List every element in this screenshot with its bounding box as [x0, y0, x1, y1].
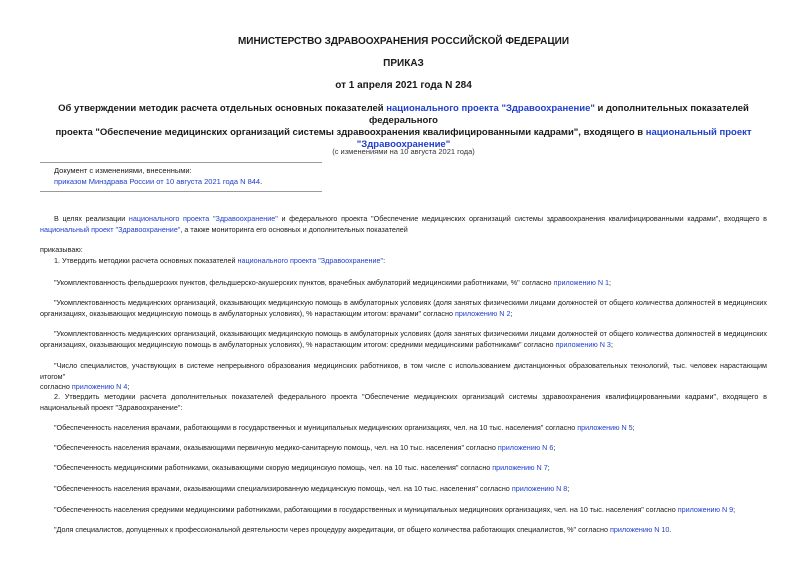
changes-note-end: . — [260, 177, 263, 186]
method-3-line-1: "Укомплектованность медицинских организаций, оказывающих медицинскую помощь в амбулаторных условиях (доля занятых физическими лицами должностей от общего количества должностей в медицинских — [54, 329, 767, 338]
changes-note-label: Документ с изменениями, внесенными: — [54, 166, 192, 175]
method-3-end: ; — [610, 339, 613, 349]
method-1-text: "Укомплектованность фельдшерских пунктов, фельдшерско-акушерских пунктов, врачебных амбулаторий медицинскими работниками, %" согласно — [54, 278, 554, 287]
item-1 — [54, 256, 385, 267]
intro-paragraph — [40, 214, 767, 235]
method-8 — [54, 484, 569, 495]
edition-note: (с изменениями на 10 августа 2021 года) — [332, 147, 475, 156]
method-7 — [54, 463, 550, 474]
title-link-national-project-3[interactable]: "Здравоохранение" — [356, 139, 451, 150]
method-5-end: ; — [632, 423, 635, 432]
appendix-10-link[interactable]: приложению N 10 — [609, 525, 670, 534]
method-9-text: "Обеспеченность населения средними медицинскими работниками, работающими в государственных и муниципальных медицинских организациях, чел. на 10 тыс. населения" согласно — [54, 505, 678, 514]
item-2-line-1: 2. Утвердить методики расчета дополнительных показателей федерального проекта "Обеспечение медицинских организаций системы здравоохранения квалифицированными кадрами", входящего в — [54, 392, 767, 401]
divider-bottom — [40, 191, 322, 192]
title-line-2 — [36, 127, 771, 139]
method-7-text: "Обеспеченность медицинскими работниками, оказывающими скорую медицинскую помощь, чел. на 10 тыс. населения" согласно — [54, 463, 493, 472]
method-8-text: "Обеспеченность населения врачами, оказывающими специализированную медицинскую помощь, чел. на 10 тыс. населения" согласно — [54, 484, 512, 493]
appendix-5-link[interactable]: приложению N 5 — [577, 423, 633, 432]
changes-note-line — [54, 176, 262, 187]
method-6 — [54, 443, 555, 454]
method-4 — [40, 361, 767, 393]
amendment-order-link[interactable]: приказом Минздрава России от 10 августа 2021 года N 844 — [54, 177, 261, 186]
method-2-text: организациях, оказывающих медицинскую помощь в амбулаторных условиях), % нарастающим итогом: врачами" согласно — [40, 308, 455, 318]
appendix-1-link[interactable]: приложению N 1 — [553, 278, 610, 287]
method-4-text: согласно — [40, 382, 72, 391]
method-2 — [40, 298, 767, 319]
appendix-8-link[interactable]: приложению N 8 — [511, 484, 568, 493]
method-5-text: "Обеспеченность населения врачами, работающими в государственных и муниципальных медицинских организациях, чел. на 10 тыс. населения" согласно — [54, 423, 578, 432]
item-1-end: : — [383, 256, 386, 265]
intro-text: В целях реализации — [54, 214, 129, 223]
document-title — [36, 103, 771, 151]
intro-text: , а также мониторинга его основных и дополнительных показателей — [180, 224, 408, 234]
appendix-3-link[interactable]: приложению N 3 — [555, 339, 611, 349]
appendix-4-link[interactable]: приложению N 4 — [71, 382, 128, 391]
method-3-text: организациях, оказывающих медицинскую помощь в амбулаторных условиях), % нарастающим итогом: средними медицинскими работниками" согласно — [40, 339, 556, 349]
appendix-6-link[interactable]: приложению N 6 — [497, 443, 554, 452]
method-10 — [54, 525, 671, 536]
method-3-line-2 — [40, 340, 767, 351]
appendix-2-link[interactable]: приложению N 2 — [454, 308, 511, 318]
method-1 — [54, 278, 611, 289]
method-5 — [54, 423, 635, 434]
method-6-end: ; — [553, 443, 556, 452]
divider-top — [40, 162, 322, 163]
method-2-line-2 — [40, 309, 767, 320]
method-3 — [40, 329, 767, 350]
method-10-text: "Доля специалистов, допущенных к профессиональной деятельности через процедуру аккредитации, от общего количества работающих специалистов, %" согласно — [54, 525, 610, 534]
method-6-text: "Обеспеченность населения врачами, оказывающими первичную медико-санитарную помощь, чел. на 10 тыс. населения" согласно — [54, 443, 498, 452]
title-link-national-project[interactable]: национального проекта "Здравоохранение" — [386, 103, 595, 114]
method-9 — [54, 505, 735, 516]
title-text: и дополнительных показателей федерального — [369, 103, 749, 126]
doc-type-heading: ПРИКАЗ — [383, 58, 424, 69]
intro-link-national-project-2[interactable]: национальный проект "Здравоохранение" — [40, 224, 181, 234]
method-1-end: ; — [609, 278, 612, 287]
title-text: Об утверждении методик расчета отдельных основных показателей — [58, 103, 387, 114]
intro-text: и федерального проекта "Обеспечение медицинских организаций системы здравоохранения квалифицированными кадрами", входящего в — [277, 214, 767, 223]
item-1-link[interactable]: национального проекта "Здравоохранение" — [237, 256, 384, 265]
title-link-national-project-2[interactable]: национальный проект — [645, 127, 752, 138]
method-10-end: . — [669, 525, 672, 534]
method-4-line-2 — [40, 382, 767, 393]
method-9-end: ; — [733, 505, 736, 514]
title-line-1 — [36, 103, 771, 127]
appendix-9-link[interactable]: приложению N 9 — [677, 505, 734, 514]
date-number: от 1 апреля 2021 года N 284 — [335, 80, 472, 91]
changes-note — [54, 165, 262, 187]
method-4-end: ; — [127, 382, 130, 391]
method-7-end: ; — [547, 463, 550, 472]
intro-link-national-project[interactable]: национального проекта "Здравоохранение" — [128, 214, 278, 223]
appendix-7-link[interactable]: приложению N 7 — [492, 463, 548, 472]
method-4-line-1: "Число специалистов, участвующих в системе непрерывного образования медицинских работников, в том числе с использованием дистанционных образовательных технологий, тыс. человек нарастающим итогом" — [40, 361, 767, 381]
method-2-line-1: "Укомплектованность медицинских организаций, оказывающих медицинскую помощь в амбулаторных условиях (доля занятых физическими лицами должностей от общего количества должностей в медицинских — [54, 298, 767, 307]
method-2-end: ; — [510, 308, 513, 318]
method-8-end: ; — [567, 484, 570, 493]
order-word: приказываю: — [40, 245, 83, 254]
title-text: проекта "Обеспечение медицинских организаций системы здравоохранения квалифицированными кадрами", входящего в — [55, 127, 646, 138]
ministry-heading: МИНИСТЕРСТВО ЗДРАВООХРАНЕНИЯ РОССИЙСКОЙ ФЕДЕРАЦИИ — [237, 36, 570, 47]
item-2 — [40, 392, 767, 413]
item-1-text: 1. Утвердить методики расчета основных показателей — [54, 256, 238, 265]
item-2-line-2: национальный проект "Здравоохранение": — [40, 402, 183, 412]
